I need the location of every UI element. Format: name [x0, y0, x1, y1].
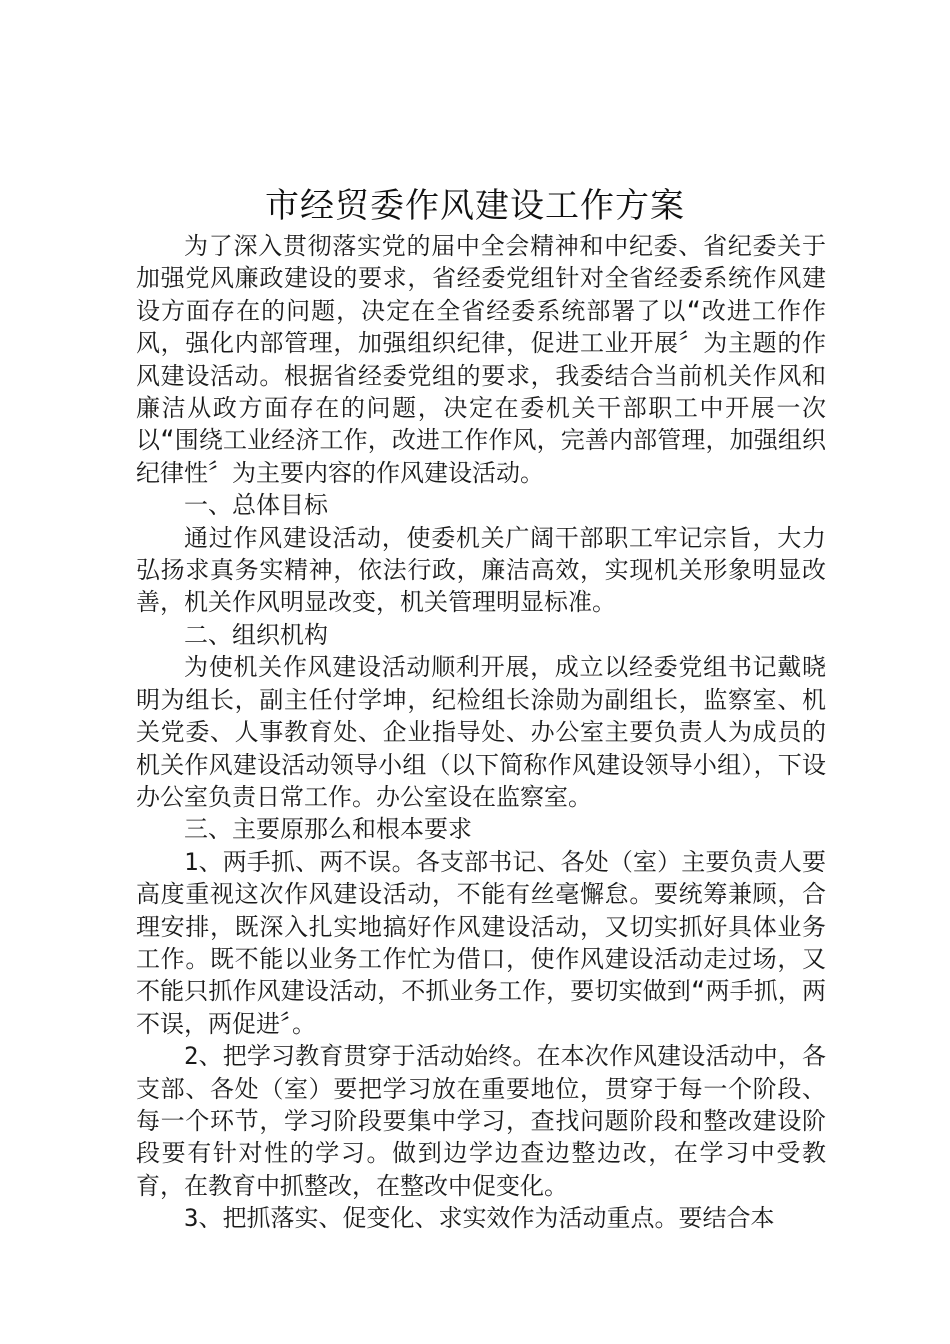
- organization-paragraph: 为使机关作风建设活动顺利开展，成立以经委党组书记戴晓明为组长，副主任付学坤，纪检组长涂勋为副组长，监察室、机关党委、人事教育处、企业指导处、办公室主要负责人为成员的机关作风建设活动领导小组（以下简称作风建设领导小组），下设办公室负责日常工作。办公室设在监察室。: [136, 653, 826, 811]
- document-title: 市经贸委作风建设工作方案: [265, 186, 685, 226]
- intro-paragraph: 为了深入贯彻落实党的届中全会精神和中纪委、省纪委关于加强党风廉政建设的要求，省经委党组针对全省经委系统作风建设方面存在的问题，决定在全省经委系统部署了以“改进工作作风，强化内部管理，加强组织纪律，促进工业开展〞为主题的作风建设活动。根据省经委党组的要求，我委结合当前机关作风和廉洁从政方面存在的问题，决定在委机关干部职工中开展一次以“围绕工业经济工作，改进工作作风，完善内部管理，加强组织纪律性〞为主要内容的作风建设活动。: [136, 232, 826, 487]
- principle-1-paragraph: 1、两手抓、两不误。各支部书记、各处（室）主要负责人要高度重视这次作风建设活动，不能有丝毫懈怠。要统筹兼顾，合理安排，既深入扎实地搞好作风建设活动，又切实抓好具体业务工作。既不能以业务工作忙为借口，使作风建设活动走过场，又不能只抓作风建设活动，不抓业务工作，要切实做到“两手抓，两不误，两促进〞。: [136, 847, 826, 1038]
- document-body: [136, 230, 826, 1235]
- section-heading-goals: 一、总体目标: [184, 491, 328, 520]
- principle-3-paragraph: 3、把抓落实、促变化、求实效作为活动重点。要结合本: [184, 1204, 775, 1233]
- section-heading-principles: 三、主要原那么和根本要求: [184, 815, 472, 844]
- goals-paragraph: 通过作风建设活动，使委机关广阔干部职工牢记宗旨，大力弘扬求真务实精神，依法行政，廉洁高效，实现机关形象明显改善，机关作风明显改变，机关管理明显标准。: [136, 523, 826, 617]
- principle-2-paragraph: 2、把学习教育贯穿于活动始终。在本次作风建设活动中，各支部、各处（室）要把学习放在重要地位，贯穿于每一个阶段、每一个环节，学习阶段要集中学习，查找问题阶段和整改建设阶段要有针对性的学习。做到边学边查边整边改，在学习中受教育，在教育中抓整改，在整改中促变化。: [136, 1042, 826, 1200]
- section-heading-organization: 二、组织机构: [184, 620, 328, 649]
